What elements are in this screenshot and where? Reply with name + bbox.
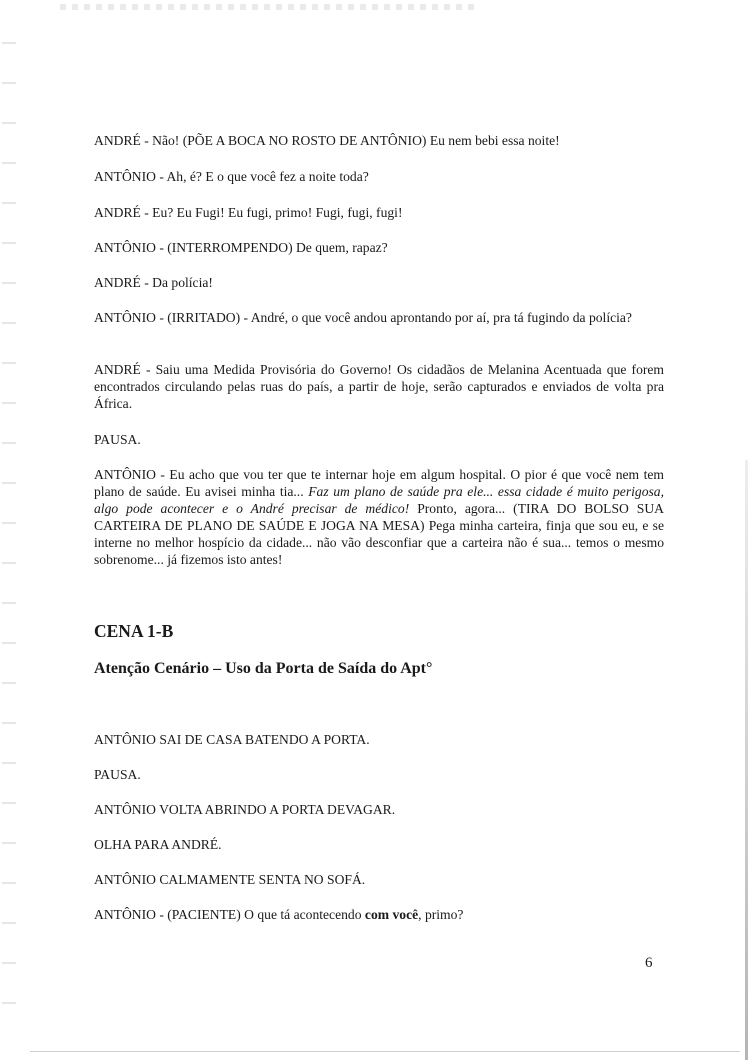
scan-artifact-bottom — [30, 1051, 740, 1052]
page-number: 6 — [645, 955, 653, 971]
scene-note: Atenção Cenário – Uso da Porta de Saída do Apt° — [94, 660, 433, 677]
stage-direction: OLHA PARA ANDRÉ. — [94, 837, 222, 852]
stage-direction: ANTÔNIO SAI DE CASA BATENDO A PORTA. — [94, 732, 370, 747]
scan-artifact-right — [745, 460, 748, 1060]
dialogue-line: ANDRÉ - Não! (PÕE A BOCA NO ROSTO DE ANTÔNIO) Eu nem bebi essa noite! — [94, 133, 560, 148]
long-speech-part3: Pronto, agora... (TIRA DO BOLSO SUA CARTEIRA DE PLANO DE SAÚDE E JOGA NA MESA) Pega minha carteira, finja que sou eu, e se interne no melhor hospício da cidade... não vão desconfiar que a carteira não é sua... temos o mesmo sobrenome... já fizemos isto antes! — [94, 501, 664, 567]
scene-title: CENA 1-B — [94, 621, 174, 641]
stage-direction: ANTÔNIO CALMAMENTE SENTA NO SOFÁ. — [94, 872, 366, 887]
dialogue-line: ANDRÉ - Eu? Eu Fugi! Eu fugi, primo! Fugi, fugi, fugi! — [94, 205, 403, 220]
long-speech-part1: ANTÔNIO - Eu acho que vou ter que te internar hoje em algum hospital. O pior é que você nem tem plano de saúde. Eu avisei minha tia... — [94, 467, 664, 499]
dialogue-line: ANDRÉ - Da polícia! — [94, 275, 213, 290]
scan-artifact-top — [60, 4, 480, 10]
dialogue-line — [94, 906, 664, 923]
dialogue-line: ANTÔNIO - (INTERROMPENDO) De quem, rapaz? — [94, 240, 388, 255]
stage-direction: PAUSA. — [94, 767, 141, 782]
last-line-after: , primo? — [418, 907, 464, 922]
stage-direction: ANTÔNIO VOLTA ABRINDO A PORTA DEVAGAR. — [94, 802, 396, 817]
long-speech — [94, 466, 664, 568]
last-line-before: ANTÔNIO - (PACIENTE) O que tá acontecendo — [94, 907, 365, 922]
last-line-bold: com você — [364, 907, 419, 922]
dialogue-line: ANTÔNIO - Ah, é? E o que você fez a noite toda? — [94, 169, 369, 184]
long-speech-italic: Faz um plano de saúde pra ele... essa cidade é muito perigosa, algo pode acontecer e o André precisar de médico! — [94, 484, 664, 516]
dialogue-line: ANTÔNIO - (IRRITADO) - André, o que você andou aprontando por aí, pra tá fugindo da polícia? — [94, 310, 632, 325]
dialogue-line: ANDRÉ - Saiu uma Medida Provisória do Governo! Os cidadãos de Melanina Acentuada que forem encontrados circulando pelas ruas do país, a partir de hoje, serão capturados e enviados de volta pra África. — [94, 362, 664, 411]
stage-direction: PAUSA. — [94, 432, 141, 447]
scan-artifact-left — [2, 20, 16, 1040]
